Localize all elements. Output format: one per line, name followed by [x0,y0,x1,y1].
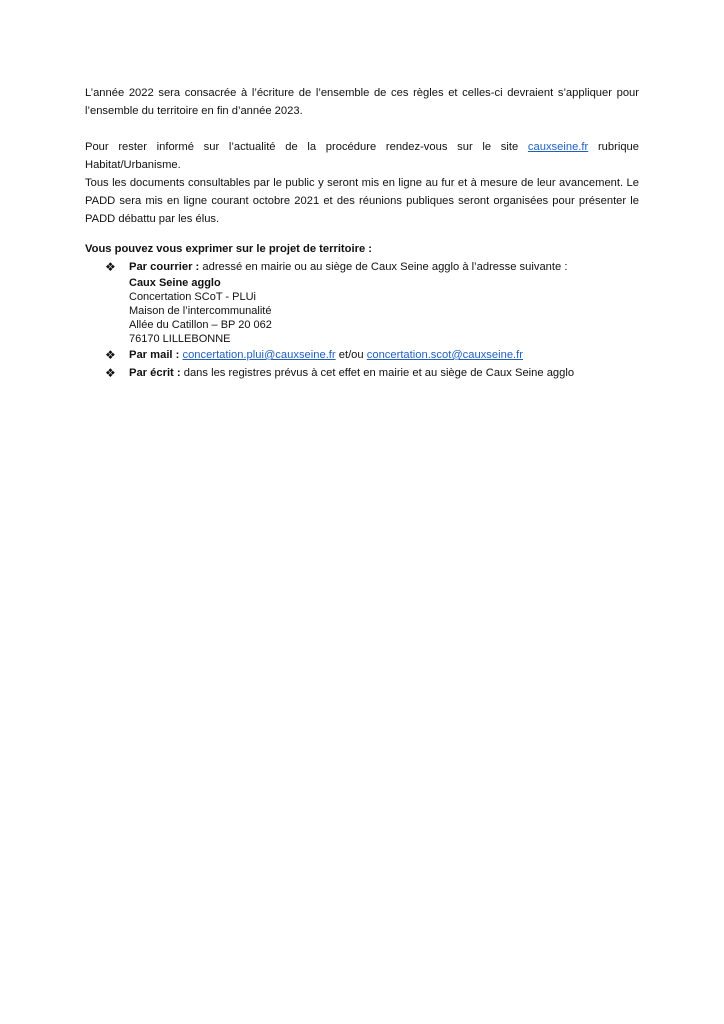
mail-middle-text: et/ou [335,349,367,361]
address-line-2: Maison de l’intercommunalité [129,305,272,317]
paragraph-info-text: Pour rester informé sur l’actualité de la procédure rendez-vous sur le site [85,141,528,153]
website-link[interactable]: cauxseine.fr [527,141,589,153]
diamond-bullet-icon: ❖ [105,260,116,274]
paragraph-info-tail: rubrique Habitat/Urbanisme. [85,141,640,171]
courrier-text: adressé en mairie ou au siège de Caux Seine agglo à l’adresse suivante : [199,261,568,273]
contact-options-list [85,258,639,382]
list-item-mail [85,346,639,364]
paragraph-documents: Tous les documents consultables par le public y seront mis en ligne au fur et à mesure de leur avancement. Le PADD sera mis en ligne courant octobre 2021 et des réunions publiques seront organisées pour présenter le PADD débattu par les élus. [85,177,639,225]
ecrit-text: dans les registres prévus à cet effet en mairie et au siège de Caux Seine agglo [180,367,575,379]
list-item-ecrit [85,364,639,382]
mail-label: Par mail : [129,349,180,361]
postal-address [129,276,639,346]
spacer [85,120,639,138]
diamond-bullet-icon: ❖ [105,348,116,362]
paragraph-info [85,138,639,174]
paragraph-planning: L’année 2022 sera consacrée à l’écriture de l’ensemble de ces règles et celles-ci devraient s’appliquer pour l’ensemble du territoire en fin d’année 2023. [85,87,639,117]
email-link-scot[interactable]: concertation.scot@cauxseine.fr [366,349,523,361]
address-line-1: Concertation SCoT - PLUi [129,291,256,303]
email-link-plui[interactable]: concertation.plui@cauxseine.fr [182,349,336,361]
section-heading: Vous pouvez vous exprimer sur le projet de territoire : [85,243,373,255]
document-page [85,84,639,382]
address-line-3: Allée du Catillon – BP 20 062 [129,319,272,331]
address-line-4: 76170 LILLEBONNE [129,333,231,345]
spacer [85,228,639,240]
diamond-bullet-icon: ❖ [105,366,116,380]
address-name: Caux Seine agglo [129,277,221,289]
ecrit-label: Par écrit : [129,367,181,379]
list-item-courrier [85,258,639,346]
courrier-label: Par courrier : [129,261,200,273]
